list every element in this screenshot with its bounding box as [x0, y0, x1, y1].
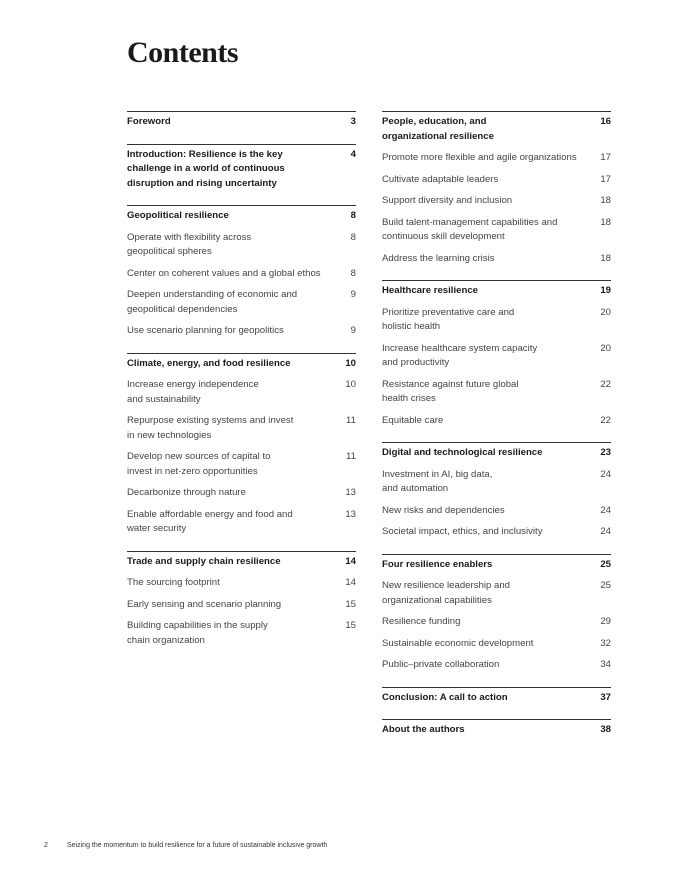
- toc-section: [127, 551, 356, 649]
- toc-heading-title: About the authors: [382, 724, 465, 735]
- toc-section-heading[interactable]: [127, 555, 356, 570]
- toc-section-heading[interactable]: [382, 284, 611, 299]
- toc-entry-page: 15: [345, 598, 356, 610]
- toc-entry[interactable]: [382, 194, 611, 209]
- toc-heading-page: 19: [600, 285, 611, 296]
- toc-entry[interactable]: [382, 252, 611, 267]
- toc-section-heading[interactable]: [127, 148, 356, 192]
- toc-entry-title: Prioritize preventative care and holistic health: [382, 306, 515, 332]
- toc-heading-page: 10: [345, 357, 356, 369]
- toc-entry[interactable]: [382, 468, 611, 497]
- toc-entry[interactable]: [382, 378, 611, 407]
- toc-entry-page: 8: [350, 267, 356, 279]
- toc-entry[interactable]: [382, 151, 611, 166]
- toc-heading-page: 37: [600, 691, 611, 703]
- toc-heading-title: Climate, energy, and food resilience: [127, 357, 291, 369]
- toc-heading-page: 25: [600, 558, 611, 570]
- toc-heading-title: Conclusion: A call to action: [382, 691, 508, 703]
- toc-entry[interactable]: [127, 324, 356, 339]
- toc-entry[interactable]: [127, 576, 356, 591]
- page-title: Contents: [127, 36, 239, 69]
- toc-heading-page: 4: [350, 148, 356, 160]
- toc-entry[interactable]: [127, 267, 356, 282]
- toc-entry-page: 20: [600, 306, 611, 318]
- toc-entry-title: Cultivate adaptable leaders: [382, 173, 499, 185]
- toc-section: [127, 111, 356, 130]
- toc-entry-page: 8: [350, 231, 356, 243]
- toc-entry[interactable]: [382, 216, 611, 245]
- toc-heading-page: 8: [350, 210, 356, 221]
- toc-entry-page: 25: [600, 580, 611, 591]
- toc-entry-title: Societal impact, ethics, and inclusivity: [382, 526, 543, 537]
- toc-entry[interactable]: [382, 525, 611, 540]
- toc-entry-page: 20: [600, 342, 611, 354]
- toc-entry-title: Develop new sources of capital to invest in net-zero opportunities: [127, 451, 271, 477]
- toc-entry-page: 11: [346, 415, 356, 426]
- toc-entry[interactable]: [382, 658, 611, 673]
- toc-entry[interactable]: [127, 378, 356, 407]
- toc-entry-title: Building capabilities in the supply chain organization: [127, 620, 268, 646]
- footer-page-number: 2: [44, 842, 48, 849]
- toc-entry[interactable]: [382, 579, 611, 608]
- toc-entry-title: Build talent-management capabilities and continuous skill development: [382, 216, 558, 242]
- toc-entry-page: 24: [600, 504, 611, 516]
- toc-heading-title: Four resilience enablers: [382, 558, 493, 570]
- toc-heading-title: Healthcare resilience: [382, 285, 478, 296]
- toc-entry[interactable]: [382, 414, 611, 429]
- toc-entry[interactable]: [382, 637, 611, 652]
- toc-section: [382, 442, 611, 540]
- toc-section-heading[interactable]: [127, 209, 356, 224]
- toc-section: [382, 554, 611, 673]
- toc-entry[interactable]: [127, 598, 356, 613]
- toc-heading-page: 3: [350, 116, 356, 127]
- toc-entry-page: 18: [600, 216, 611, 228]
- toc-entry[interactable]: [127, 508, 356, 537]
- toc-section: [382, 280, 611, 428]
- toc-entry-page: 24: [600, 526, 611, 537]
- toc-entry-page: 18: [600, 195, 611, 206]
- toc-entry-page: 10: [345, 379, 356, 390]
- toc-section: [382, 719, 611, 738]
- toc-entry[interactable]: [127, 619, 356, 648]
- toc-entry-page: 24: [600, 468, 611, 480]
- toc-entry[interactable]: [382, 504, 611, 519]
- toc-entry-title: Repurpose existing systems and invest in new technologies: [127, 415, 294, 441]
- toc-entry-page: 29: [600, 616, 611, 627]
- toc-entry[interactable]: [127, 231, 356, 260]
- toc-heading-title: Digital and technological resilience: [382, 447, 543, 458]
- toc-section: [382, 687, 611, 706]
- toc-heading-title: Introduction: Resilience is the key challenge in a world of continuous disruption and rising uncertainty: [127, 148, 285, 189]
- toc-entry[interactable]: [382, 615, 611, 630]
- toc-entry-page: 18: [600, 252, 611, 264]
- toc-entry-page: 22: [600, 378, 611, 390]
- toc-entry[interactable]: [382, 173, 611, 188]
- toc-entry-title: Support diversity and inclusion: [382, 195, 513, 206]
- toc-entry[interactable]: [127, 414, 356, 443]
- toc-entry-page: 13: [345, 487, 356, 498]
- toc-heading-title: Geopolitical resilience: [127, 210, 229, 221]
- toc-heading-title: People, education, and organizational resilience: [382, 116, 494, 142]
- toc-entry-page: 34: [600, 659, 611, 670]
- toc-section: [127, 144, 356, 192]
- toc-entry-page: 17: [600, 173, 611, 185]
- toc-heading-page: 38: [600, 724, 611, 735]
- toc-heading-title: Foreword: [127, 116, 171, 127]
- toc-entry[interactable]: [127, 288, 356, 317]
- toc-entry-title: Public–private collaboration: [382, 659, 500, 670]
- toc-entry-title: Increase healthcare system capacity and productivity: [382, 342, 538, 368]
- toc-section-heading[interactable]: [382, 558, 611, 573]
- toc-section-heading[interactable]: [382, 691, 611, 706]
- toc-entry-title: Enable affordable energy and food and water security: [127, 508, 293, 534]
- toc-entry-title: Equitable care: [382, 414, 444, 426]
- toc-entry[interactable]: [127, 486, 356, 501]
- toc-entry-page: 11: [346, 451, 356, 462]
- toc-entry-title: Operate with flexibility across geopolitical spheres: [127, 231, 252, 257]
- toc-left-column: [127, 111, 356, 662]
- toc-entry-page: 13: [345, 508, 356, 520]
- toc-heading-page: 23: [600, 447, 611, 458]
- toc-entry-title: Investment in AI, big data, and automation: [382, 468, 493, 494]
- toc-entry-title: Increase energy independence and sustainability: [127, 379, 259, 405]
- toc-section: [127, 205, 356, 339]
- toc-entry-title: Deepen understanding of economic and geopolitical dependencies: [127, 289, 298, 315]
- toc-section-heading[interactable]: [382, 115, 611, 144]
- toc-heading-page: 14: [345, 555, 356, 567]
- toc-heading-page: 16: [600, 116, 611, 127]
- toc-entry-page: 32: [600, 637, 611, 649]
- toc-entry-page: 9: [350, 289, 356, 300]
- toc-right-column: [382, 111, 611, 752]
- toc-section-heading[interactable]: [127, 115, 356, 130]
- toc-entry-title: Resistance against future global health crises: [382, 378, 519, 404]
- toc-entry-title: New risks and dependencies: [382, 504, 505, 516]
- footer-publication-title: Seizing the momentum to build resilience for a future of sustainable inclusive growth: [67, 842, 328, 849]
- toc-entry-title: Address the learning crisis: [382, 252, 495, 264]
- toc-entry-page: 9: [350, 325, 356, 336]
- toc-entry-page: 17: [600, 152, 611, 163]
- toc-entry-page: 14: [345, 577, 356, 588]
- toc-entry-title: The sourcing footprint: [127, 577, 220, 588]
- toc-entry-title: New resilience leadership and organizational capabilities: [382, 580, 510, 606]
- toc-section: [382, 111, 611, 266]
- toc-entry-title: Resilience funding: [382, 616, 461, 627]
- toc-entry-title: Center on coherent values and a global ethos: [127, 267, 321, 279]
- toc-heading-title: Trade and supply chain resilience: [127, 555, 281, 567]
- toc-entry[interactable]: [127, 450, 356, 479]
- toc-section-heading[interactable]: [127, 357, 356, 372]
- toc-entry[interactable]: [382, 306, 611, 335]
- toc-entry-title: Decarbonize through nature: [127, 487, 246, 498]
- toc-section-heading[interactable]: [382, 446, 611, 461]
- toc-entry-title: Early sensing and scenario planning: [127, 598, 282, 610]
- toc-entry[interactable]: [382, 342, 611, 371]
- toc-section: [127, 353, 356, 537]
- toc-entry-page: 22: [600, 414, 611, 426]
- toc-entry-page: 15: [345, 620, 356, 631]
- toc-section-heading[interactable]: [382, 723, 611, 738]
- toc-entry-title: Use scenario planning for geopolitics: [127, 325, 284, 336]
- toc-entry-title: Promote more flexible and agile organizations: [382, 152, 577, 163]
- toc-entry-title: Sustainable economic development: [382, 637, 534, 649]
